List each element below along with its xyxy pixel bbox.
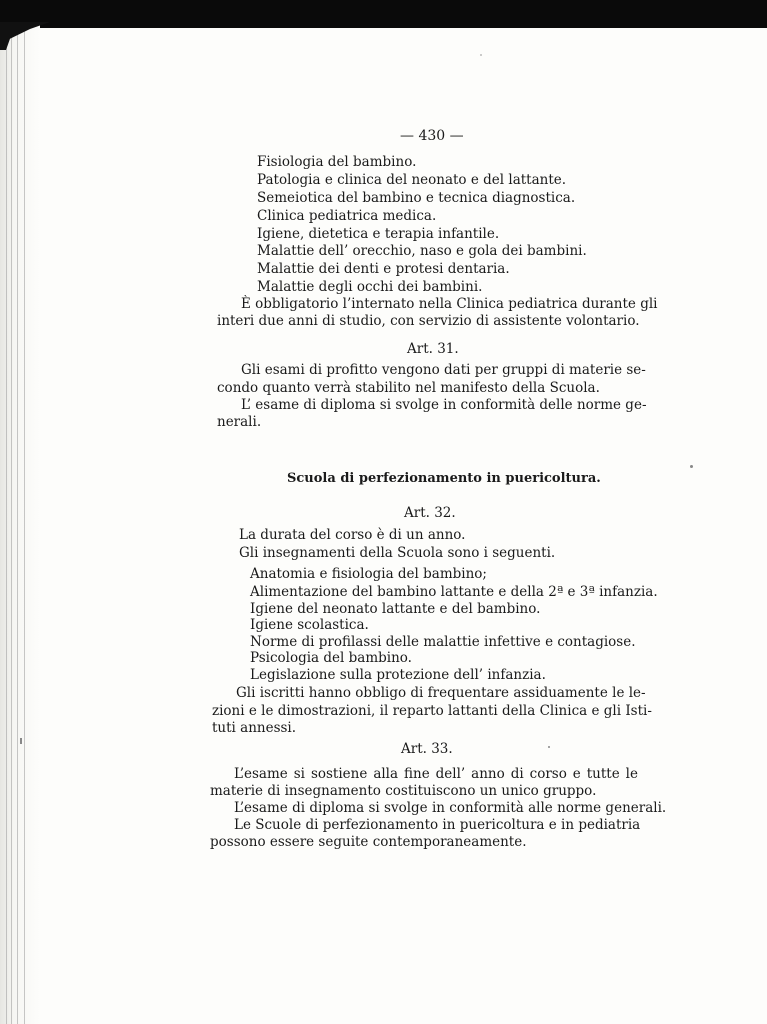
paragraph-line: Le Scuole di perfezionamento in puericoltura e in pediatria — [234, 817, 641, 833]
article-heading: Art. 32. — [404, 505, 456, 521]
list-item: Clinica pediatrica medica. — [257, 208, 437, 224]
paragraph-line: possono essere seguite contemporaneamente. — [210, 834, 527, 850]
list-item: Igiene scolastica. — [250, 617, 369, 633]
paragraph-line: Gli esami di profitto vengono dati per gruppi di materie se- — [241, 362, 646, 378]
list-item: Malattie dell’ orecchio, naso e gola dei bambini. — [257, 243, 587, 259]
scan-speck — [548, 746, 550, 748]
list-item: Psicologia del bambino. — [250, 650, 412, 666]
list-item: Alimentazione del bambino lattante e della 2ª e 3ª infanzia. — [250, 584, 658, 600]
paragraph-line: L’esame si sostiene alla fine dell’ anno di corso e tutte le — [234, 766, 638, 782]
paragraph-line: Gli insegnamenti della Scuola sono i seguenti. — [239, 545, 556, 561]
paragraph-line: materie di insegnamento costituiscono un unico gruppo. — [210, 783, 597, 799]
list-item: Igiene, dietetica e terapia infantile. — [257, 226, 500, 242]
list-item: Malattie dei denti e protesi dentaria. — [257, 261, 510, 277]
scan-speck — [480, 54, 482, 56]
paragraph-line: L’esame di diploma si svolge in conformità alle norme generali. — [234, 800, 667, 816]
paragraph-line: È obbligatorio l’internato nella Clinica pediatrica durante gli — [241, 296, 658, 312]
list-item: Semeiotica del bambino e tecnica diagnostica. — [257, 190, 576, 206]
paragraph-line: zioni e le dimostrazioni, il reparto lattanti della Clinica e gli Isti- — [212, 703, 652, 719]
list-item: Fisiologia del bambino. — [257, 154, 417, 170]
list-item: Norme di profilassi delle malattie infettive e contagiose. — [250, 634, 636, 650]
paragraph-line: L’ esame di diploma si svolge in conformità delle norme ge- — [241, 397, 647, 413]
list-item: Patologia e clinica del neonato e del lattante. — [257, 172, 567, 188]
list-item: Malattie degli occhi dei bambini. — [257, 279, 483, 295]
article-heading: Art. 33. — [401, 741, 453, 757]
section-title: Scuola di perfezionamento in puericoltura. — [287, 471, 601, 486]
page-number: — 430 — — [400, 128, 464, 144]
paragraph-line: tuti annessi. — [212, 720, 297, 736]
scan-speck — [20, 738, 22, 744]
list-item: Legislazione sulla protezione dell’ infanzia. — [250, 667, 546, 683]
paragraph-line: La durata del corso è di un anno. — [239, 527, 466, 543]
article-heading: Art. 31. — [407, 341, 459, 357]
list-item: Igiene del neonato lattante e del bambino. — [250, 601, 541, 617]
scan-speck — [690, 465, 693, 468]
paragraph-line: nerali. — [217, 414, 262, 430]
paragraph-line: condo quanto verrà stabilito nel manifesto della Scuola. — [217, 380, 600, 396]
paragraph-line: Gli iscritti hanno obbligo di frequentare assiduamente le le- — [236, 685, 646, 701]
list-item: Anatomia e fisiologia del bambino; — [250, 566, 487, 582]
paragraph-line: interi due anni di studio, con servizio di assistente volontario. — [217, 313, 640, 329]
